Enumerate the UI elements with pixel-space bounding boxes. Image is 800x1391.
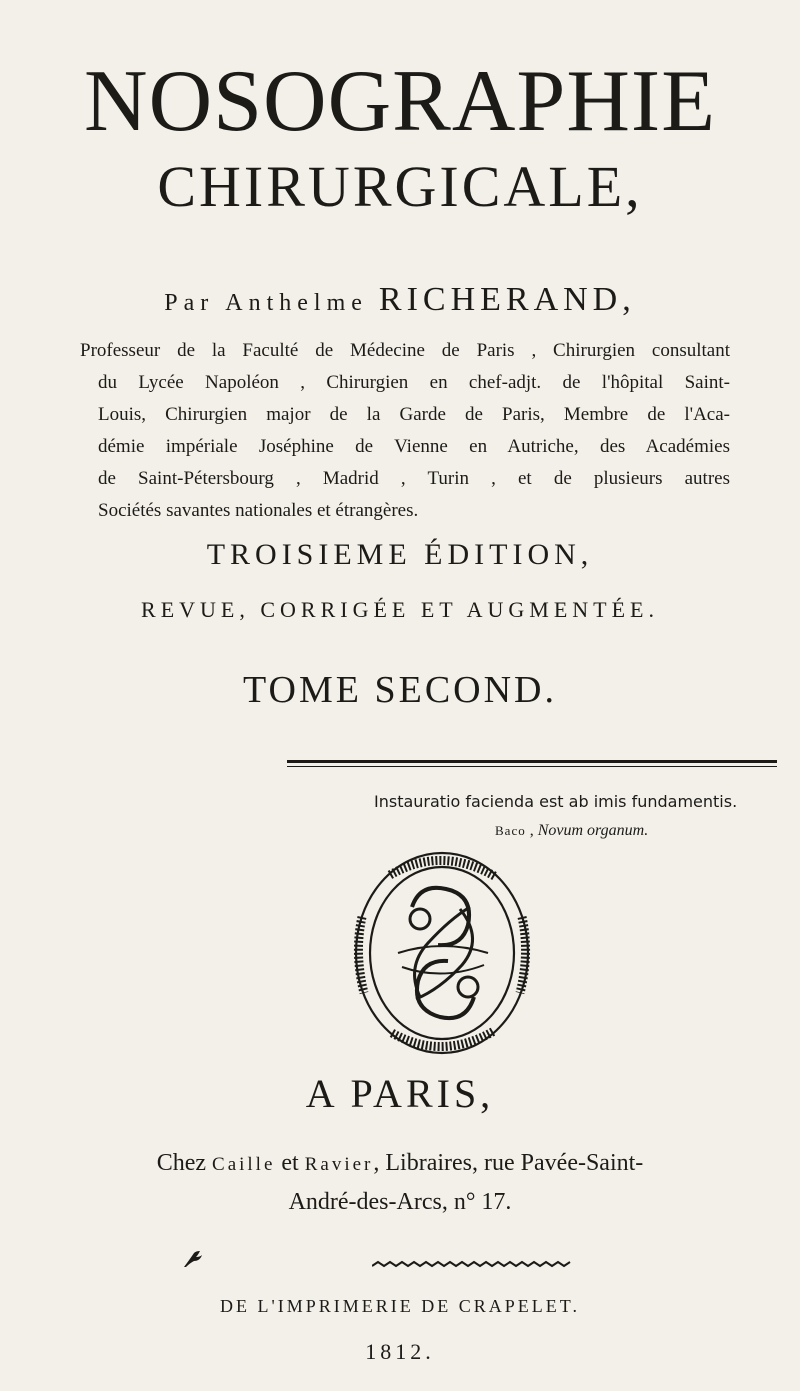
author-line (0, 283, 800, 317)
author-par: Par (164, 290, 215, 316)
credentials-line: démie impériale Joséphine de Vienne en Autriche, des Académies (98, 436, 730, 457)
ornamental-rule (372, 1260, 572, 1268)
credentials-line: de Saint-Pétersbourg , Madrid , Turin , et de plusieurs autres (98, 468, 730, 489)
title-line-2: CHIRURGICALE, (157, 154, 643, 219)
credentials-line: Louis, Chirurgien major de la Garde de Paris, Membre de l'Aca- (98, 404, 730, 425)
imprint-publisher-2: Ravier (304, 1154, 374, 1175)
edition-line: TROISIEME ÉDITION, (206, 538, 594, 571)
edition-revision-line: REVUE, CORRIGÉE ET AUGMENTÉE. (141, 597, 659, 622)
epigraph-author: Baco (495, 823, 526, 838)
imprint-chez: Chez (156, 1150, 207, 1176)
printer-line: DE L'IMPRIMERIE DE CRAPELET. (220, 1296, 580, 1316)
imprint-address: , Libraires, rue Pavée-Saint- (373, 1150, 644, 1176)
publication-year: 1812. (365, 1339, 435, 1364)
imprint-publisher-line (0, 1150, 800, 1177)
author-credentials (80, 335, 730, 527)
author-first-name: Anthelme (225, 290, 368, 316)
credentials-line: Sociétés savantes nationales et étrangères. (98, 500, 419, 521)
epigraph-work: Novum organum. (537, 822, 649, 839)
author-last-name: RICHERAND, (378, 281, 636, 318)
divider-rule (287, 760, 777, 763)
imprint-publisher-1: Caille (212, 1154, 276, 1175)
credentials-line: Professeur de la Faculté de Médecine de Paris , Chirurgien consultant (80, 340, 730, 361)
volume-line: TOME SECOND. (243, 669, 557, 711)
title-line-1: NOSOGRAPHIE (84, 53, 716, 150)
epigraph-source (495, 822, 648, 840)
credentials-line: du Lycée Napoléon , Chirurgien en chef-adjt. de l'hôpital Saint- (98, 372, 730, 393)
imprint-and: et (281, 1150, 299, 1176)
imprint-address-line: André-des-Arcs, n° 17. (288, 1189, 512, 1215)
publisher-monogram-emblem (350, 847, 535, 1059)
imprint-place: A PARIS, (305, 1071, 495, 1116)
epigraph-quote: Instauratio facienda est ab imis fundamentis. (374, 792, 738, 811)
fleuron-icon (182, 1249, 204, 1269)
divider-rule-thin (287, 766, 777, 767)
epigraph-separator: , (525, 822, 538, 839)
